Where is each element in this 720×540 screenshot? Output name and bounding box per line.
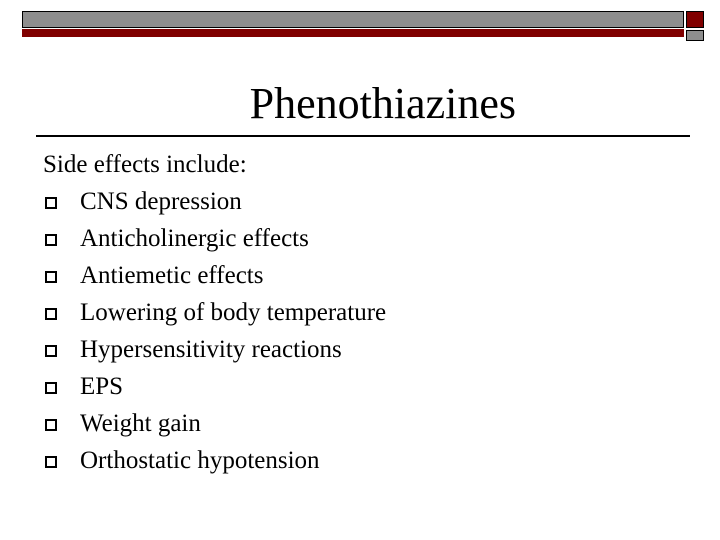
list-item <box>43 294 683 331</box>
list-item <box>43 331 683 368</box>
list-item-text: Anticholinergic effects <box>80 225 309 252</box>
header-decoration-bar <box>22 11 684 37</box>
list-item <box>43 405 683 442</box>
list-item-text: Hypersensitivity reactions <box>80 336 342 363</box>
list-item-text: Lowering of body temperature <box>80 299 387 326</box>
list-item-text: Weight gain <box>80 410 201 437</box>
body-intro-text: Side effects include: <box>43 151 247 178</box>
list-item-text: EPS <box>80 373 124 400</box>
list-item-text: Orthostatic hypotension <box>80 447 320 474</box>
bullet-list <box>43 183 683 479</box>
list-item <box>43 183 683 220</box>
list-item <box>43 368 683 405</box>
square-bullet-icon <box>45 419 57 431</box>
header-gray-band <box>22 11 684 28</box>
square-bullet-icon <box>45 382 57 394</box>
list-item-text: CNS depression <box>80 188 242 215</box>
list-item-text: Antiemetic effects <box>80 262 264 289</box>
list-item <box>43 442 683 479</box>
header-red-band <box>22 29 684 37</box>
corner-gray-square <box>686 30 704 41</box>
list-item <box>43 257 683 294</box>
square-bullet-icon <box>45 345 57 357</box>
list-item <box>43 220 683 257</box>
square-bullet-icon <box>45 456 57 468</box>
slide-body <box>43 146 683 479</box>
header-corner-squares <box>686 11 708 40</box>
slide-title: Phenothiazines <box>249 79 516 128</box>
square-bullet-icon <box>45 234 57 246</box>
square-bullet-icon <box>45 197 57 209</box>
square-bullet-icon <box>45 308 57 320</box>
title-underline <box>36 135 690 137</box>
corner-red-square <box>686 11 704 28</box>
square-bullet-icon <box>45 271 57 283</box>
